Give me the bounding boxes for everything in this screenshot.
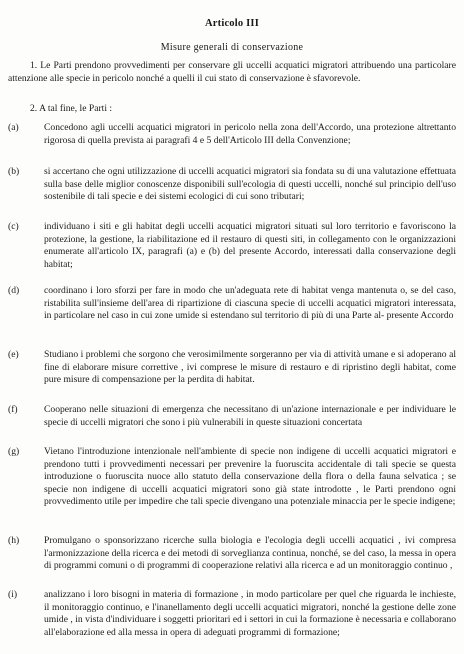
- list-item-e: [8, 349, 456, 387]
- list-item-text: coordinano i loro sforzi per fare in modo che un'adeguata rete di habitat venga mantenuta o, se del caso, ristabilita sull'insieme dell'area di ripartizione di ciascuna specie di uccelli acquatici migratori interessata, in particolare nel caso in cui zone umide si estendano sul territorio di più di una Parte al- presente Accordo: [44, 285, 456, 322]
- list-item-text: si accertano che ogni utilizzazione di uccelli acquatici migratori sia fondata su di una valutazione effettuata sulla base delle miglior conoscenze disponibili sull'ecologia di questi uccelli, nonché sul principio dell'uso sostenibile di tali specie e dei sistemi ecologici di cui sono tributari;: [44, 166, 456, 203]
- paragraph-2: 2. A tal fine, le Parti :: [30, 103, 113, 114]
- article-subtitle: Misure generali di conservazione: [160, 42, 304, 53]
- list-item-label: (e): [8, 349, 19, 360]
- list-item-label: (i): [8, 589, 18, 600]
- list-item-text: Cooperano nelle situazioni di emergenza che necessitano di un'azione internazionale e per individuare le specie di uccelli migratori che sono i più vulnerabili in queste situazioni concertata: [44, 404, 456, 428]
- list-item-text: Studiano i problemi che sorgono che verosimilmente sorgeranno per via di attività umane e si adoperano al fine di elaborare misure correttive , ivi comprese le misure di restauro e di ripristino degli habitat, come pure misure di compensazione per la perdita di habitat.: [44, 349, 456, 386]
- list-item-label: (h): [8, 535, 20, 546]
- list-item-b: [8, 166, 456, 204]
- list-item-label: (d): [8, 285, 20, 296]
- list-item-g: [8, 446, 456, 509]
- list-item-label: (g): [8, 446, 20, 457]
- list-item-a: [8, 122, 456, 147]
- list-item-text: analizzano i loro bisogni in materia di formazione , in modo particolare per quel che riguarda le inchieste, il monitoraggio continuo, e l'inanellamento degli uccelli acquatici migratori, nonché la gestione delle zone umide , in vista d'individuare i soggetti prioritari ed i settori in cui la formazione è necessaria e collaborano all'elaborazione ed alla messa in opera di adeguati programmi di formazione;: [44, 589, 456, 638]
- list-item-text: individuano i siti e gli habitat degli uccelli acquatici migratori situati sul loro territorio e favoriscono la protezione, la gestione, la riabilitazione ed il restauro di questi siti, in collegamento con le organizzazioni enumerate all'articolo IX, paragrafi (a) e (b) del presente Accordo, interessati dalla conservazione degli habitat;: [44, 221, 456, 270]
- list-item-text: Promulgano o sponsorizzano ricerche sulla biologia e l'ecologia degli uccelli acquatici , ivi compresa l'armonizzazione della ricerca e dei metodi di sorveglianza continua, nonché, se del caso, la messa in opera di programmi comuni o di programmi di cooperazione relativi alla ricerca e ad un monitoraggio continuo ,: [44, 535, 456, 572]
- list-item-c: [8, 221, 456, 271]
- list-item-label: (b): [8, 166, 20, 177]
- list-item-text: Concedono agli uccelli acquatici migratori in pericolo nella zona dell'Accordo, una protezione altrettanto rigorosa di quella prevista ai paragrafi 4 e 5 dell'Articolo III della Convenzione;: [44, 122, 456, 146]
- list-item-label: (f): [8, 404, 18, 415]
- list-item-label: (a): [8, 122, 19, 133]
- list-item-text: Vietano l'introduzione intenzionale nell'ambiente di specie non indigene di uccelli acquatici migratori e prendono tutti i provvedimenti necessari per prevenire la fuoruscita accidentale di tali specie se questa introduzione o fuoruscita nuoce allo statuto della conservazione della flora o della fauna selvatica ; se specie non indigene di uccelli acquatici migratori sono già state introdotte , le Parti prendono ogni provvedimento utile per impedire che tali specie divengano una potenziale minaccia per le specie indigene;: [44, 446, 456, 508]
- article-title: Articolo III: [204, 18, 260, 29]
- list-item-f: [8, 404, 456, 429]
- list-item-label: (c): [8, 221, 19, 232]
- list-item-d: [8, 285, 456, 323]
- paragraph-1: 1. Le Parti prendono provvedimenti per conservare gli uccelli acquatici migratori attribuendo una particolare attenzione alle specie in pericolo nonché a quelli il cui stato di conservazione è sfavorevole.: [8, 60, 456, 84]
- list-item-i: [8, 589, 456, 639]
- list-item-h: [8, 535, 456, 573]
